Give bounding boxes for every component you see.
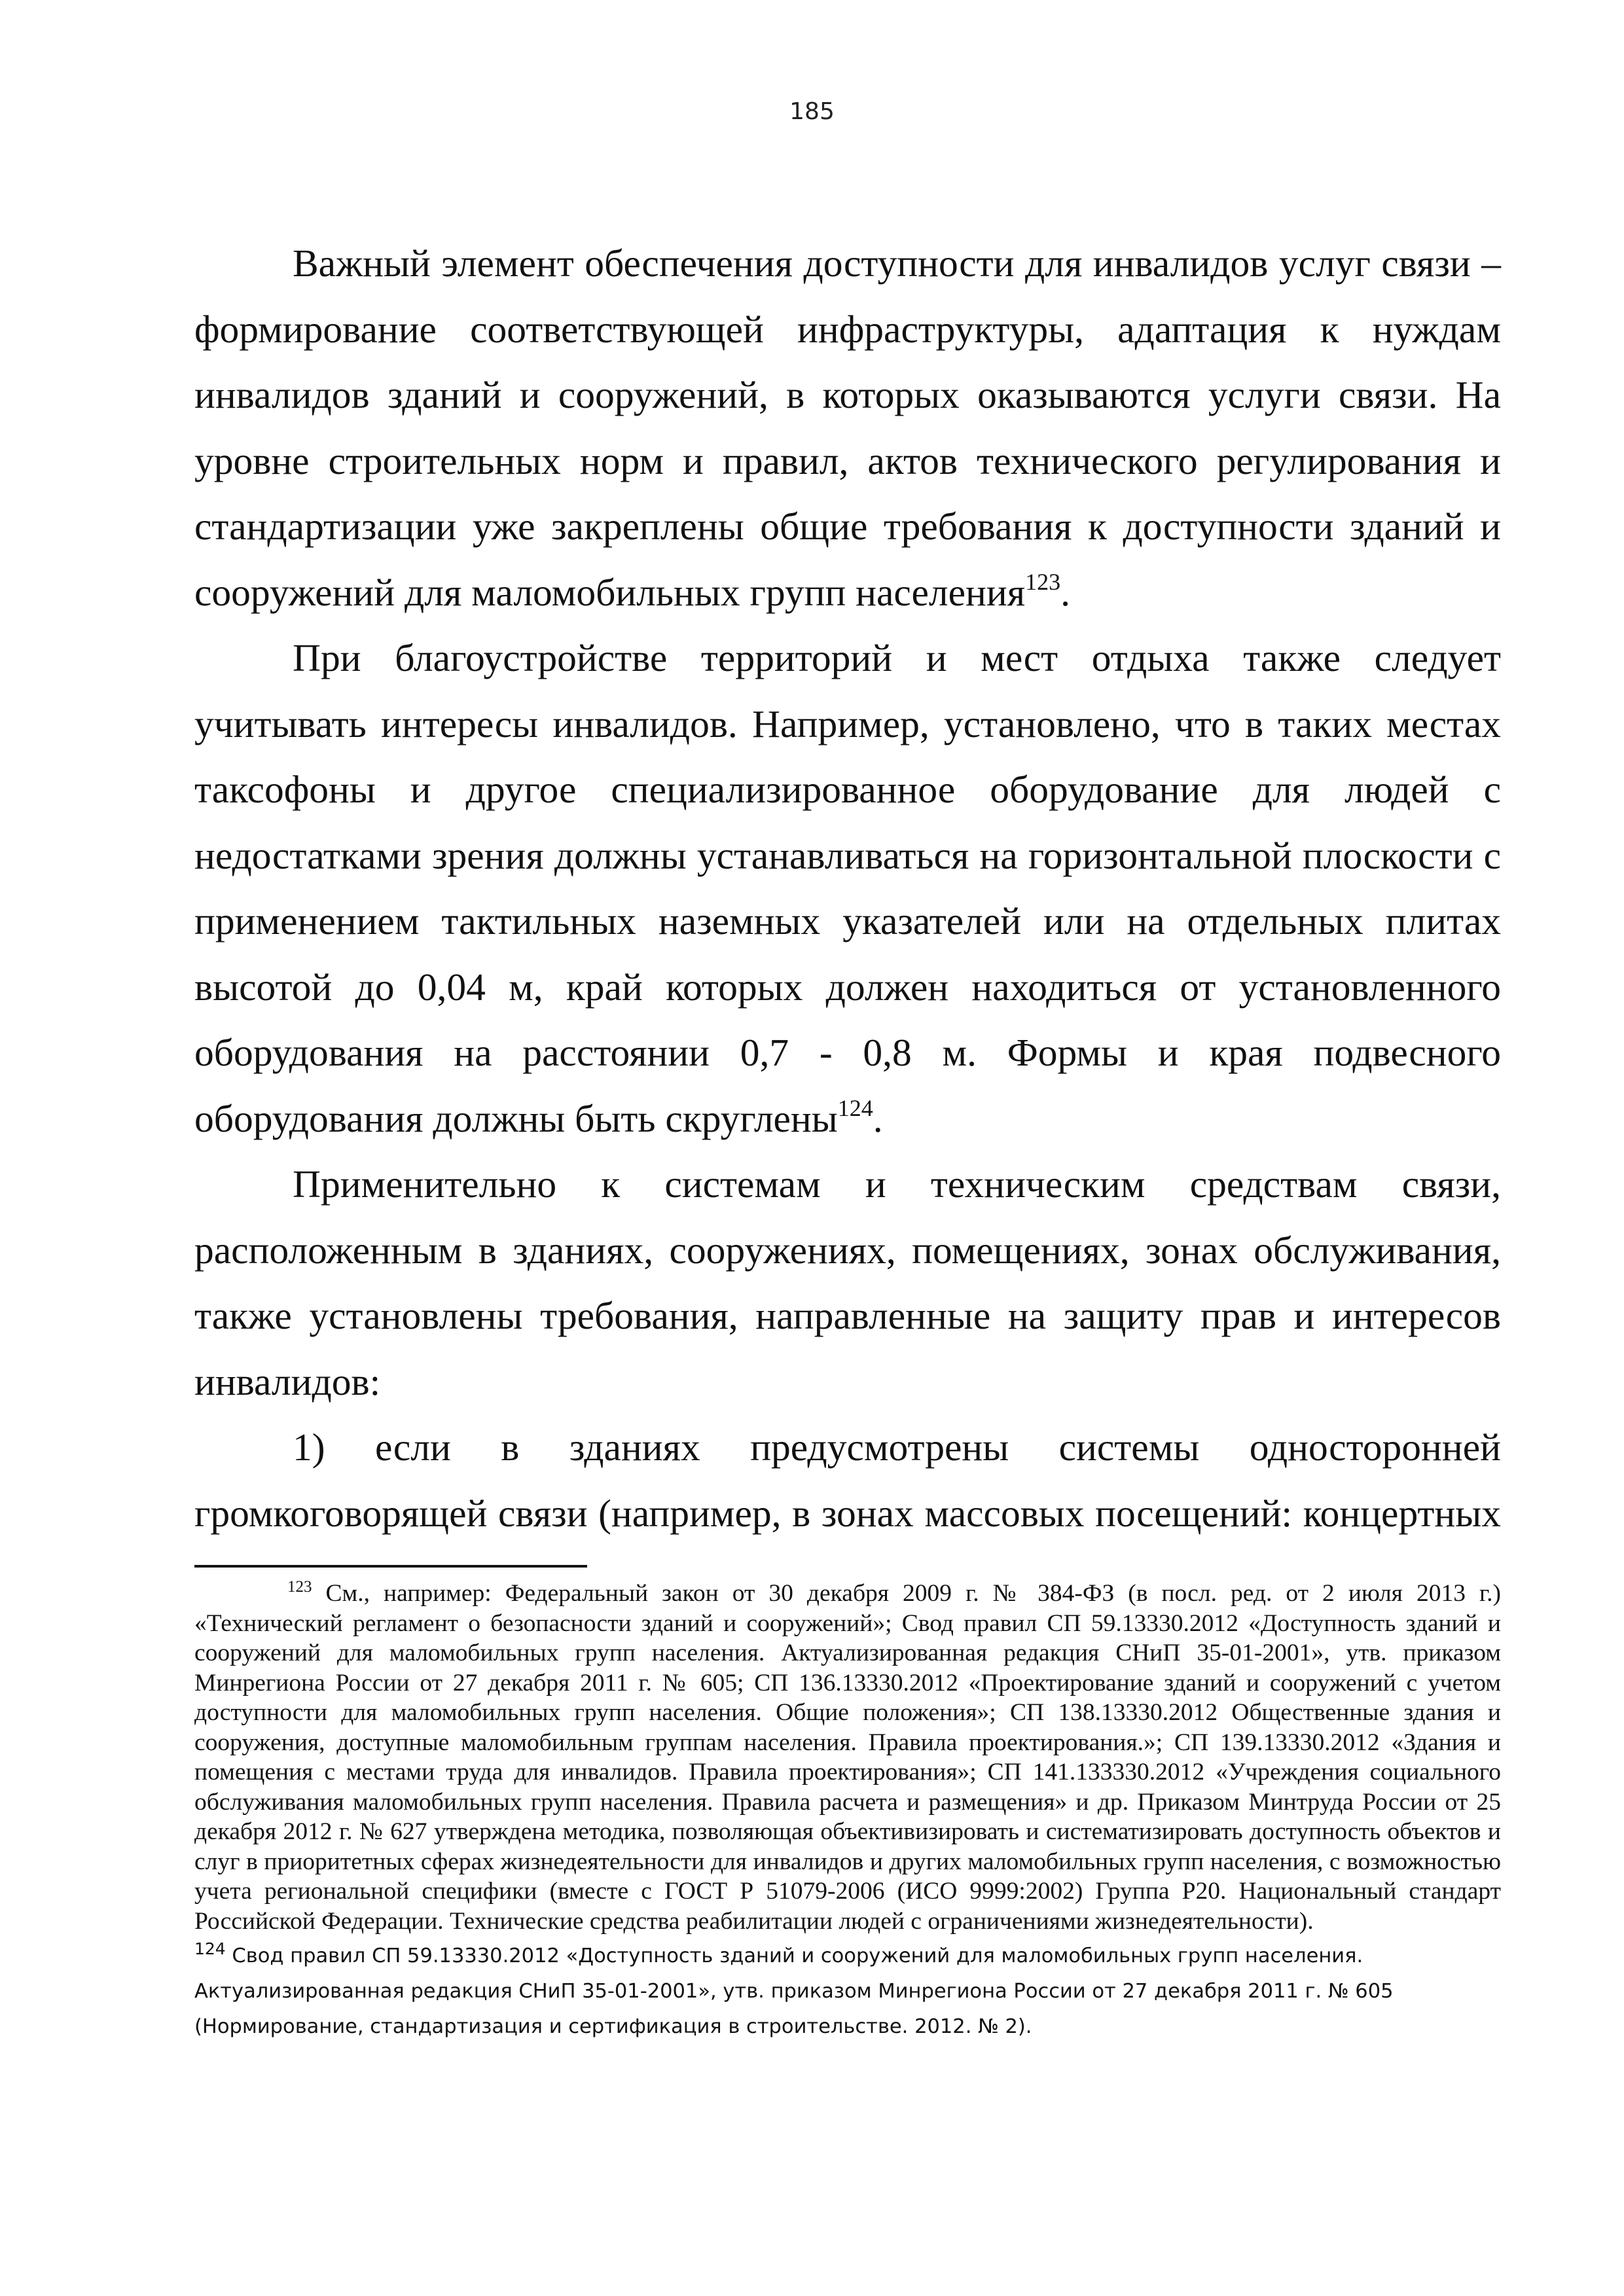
footnotes — [194, 1579, 1501, 2045]
footnote-124-line-1 — [194, 1939, 1501, 1974]
footnote-124-line-3: (Нормирование, стандартизация и сертификация в строительстве. 2012. № 2). — [194, 2015, 1032, 2038]
paragraph-2 — [194, 625, 1501, 1151]
page-number: 185 — [789, 98, 835, 125]
footnote-123-number: 123 — [287, 1578, 312, 1596]
footnote-124-number: 124 — [194, 1939, 226, 1958]
footnote-123 — [194, 1579, 1501, 1936]
footnote-124 — [194, 1939, 1501, 2045]
footnote-separator — [194, 1565, 587, 1568]
paragraph-1-text: Важный элемент обеспечения доступности для инвалидов услуг связи – формирование соответствующей инфраструктуры, адаптация к нуждам инвалидов зданий и сооружений, в которых оказываются услуги связи. На уровне строительных норм и правил, актов технического регулирования и стандартизации уже закреплены общие требования к доступности зданий и сооружений для маломобильных групп населения — [194, 242, 1501, 614]
main-text — [194, 230, 1501, 1546]
footnote-ref-123[interactable]: 123 — [1025, 568, 1061, 595]
paragraph-3: Применительно к системам и техническим средствам связи, расположенным в зданиях, сооружениях, помещениях, зонах обслуживания, также установлены требования, направленные на защиту прав и интересов инвалидов: — [194, 1162, 1501, 1403]
list-item-1: 1) если в зданиях предусмотрены системы односторонней громкоговорящей связи (например, в зонах массовых посещений: концертных — [194, 1426, 1501, 1535]
paragraph-2-tail: . — [873, 1096, 883, 1140]
footnote-ref-124[interactable]: 124 — [837, 1094, 873, 1121]
footnote-124-text-1: Свод правил СП 59.13330.2012 «Доступность зданий и сооружений для маломобильных групп населения. — [232, 1945, 1363, 1967]
footnote-124-line-2: Актуализированная редакция СНиП 35-01-2001», утв. приказом Минрегиона России от 27 декабря 2011 г. № 605 — [194, 1980, 1394, 2003]
paragraph-2-text: При благоустройстве территорий и мест отдыха также следует учитывать интересы инвалидов. Например, установлено, что в таких местах таксофоны и другое специализированное оборудование для людей с недостатками зрения должны устанавливаться на горизонтальной плоскости с применением тактильных наземных указателей или на отдельных плитах высотой до 0,04 м, край которых должен находиться от установленного оборудования на расстоянии 0,7 - 0,8 м. Формы и края подвесного оборудования должны быть скруглены — [194, 636, 1501, 1140]
paragraph-1-tail: . — [1060, 570, 1070, 614]
footnote-123-text: См., например: Федеральный закон от 30 декабря 2009 г. № 384-ФЗ (в посл. ред. от 2 июля 2013 г.) «Технический регламент о безопасности зданий и сооружений»; Свод правил СП 59.13330.2012 «Доступность зданий и сооружений для маломобильных групп населения. Актуализированная редакция СНиП 35-01-2001», утв. приказом Минрегиона России от 27 декабря 2011 г. № 605; СП 136.13330.2012 «Проектирование зданий и сооружений с учетом доступности для маломобильных групп населения. Общие положения»; СП 138.13330.2012 Общественные здания и сооружения, доступные маломобильным группам населения. Правила проектирования.»; СП 139.13330.2012 «Здания и помещения с местами труда для инвалидов. Правила проектирования»; СП 141.133330.2012 «Учреждения социального обслуживания маломобильных групп населения. Правила расчета и размещения» и др. Приказом Минтруда России от 25 декабря 2012 г. № 627 утверждена методика, позволяющая объективизировать и систематизировать доступность объектов и слуг в приоритетных сферах жизнедеятельности для инвалидов и других маломобильных групп населения, с возможностью учета региональной специфики (вместе с ГОСТ Р 51079-2006 (ИСО 9999:2002) Группа Р20. Национальный стандарт Российской Федерации. Технические средства реабилитации людей с ограничениями жизнедеятельности). — [194, 1580, 1501, 1935]
paragraph-1 — [194, 230, 1501, 625]
